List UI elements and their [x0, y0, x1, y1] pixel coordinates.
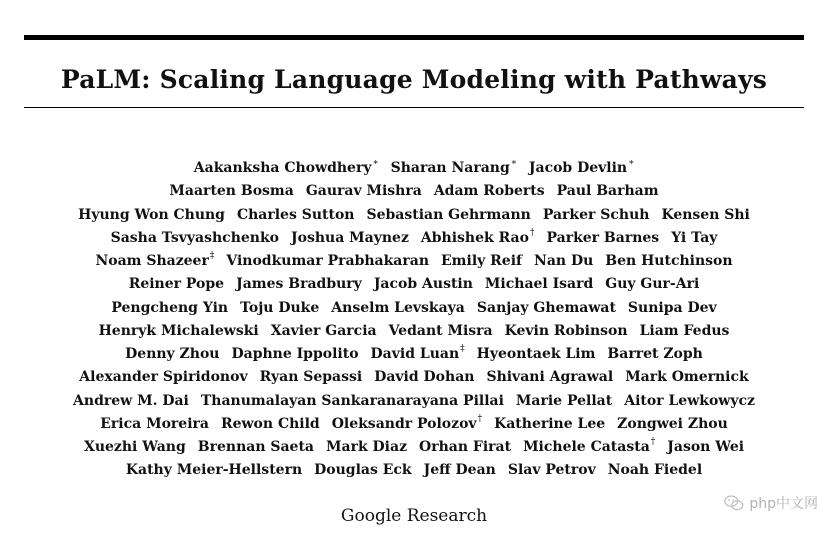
author-name-text: Xavier Garcia [270, 322, 377, 339]
author-name-text: Andrew M. Dai [73, 392, 189, 409]
author-name [516, 393, 612, 409]
author-name [111, 300, 228, 316]
author-name [169, 183, 293, 199]
author-name-text: Katherine Lee [494, 415, 606, 432]
author-name-text: Sebastian Gehrmann [366, 206, 531, 223]
author-name [125, 346, 219, 362]
author-name [640, 323, 730, 339]
author-name-text: Shivani Agrawal [486, 369, 614, 386]
author-name [326, 439, 407, 455]
affiliation: Google Research [340, 506, 488, 526]
author-name [434, 183, 545, 199]
author-name [419, 439, 511, 455]
author-name [543, 207, 650, 223]
author-name-text: Anselm Levskaya [331, 299, 465, 316]
author-name-text: Zongwei Zhou [617, 415, 728, 432]
author-name-text: Michele Catasta [523, 439, 650, 455]
author-line [24, 227, 804, 250]
author-name [111, 230, 279, 246]
author-name [607, 346, 702, 362]
author-line [24, 273, 804, 296]
author-name-text: Denny Zhou [125, 346, 220, 362]
author-name [505, 323, 628, 339]
title-rule [24, 107, 804, 108]
author-name [486, 369, 613, 385]
author-name [126, 462, 302, 478]
author-footnote-mark: † [650, 437, 656, 447]
author-name-text: Jeff Dean [423, 462, 496, 479]
author-name [624, 393, 755, 409]
author-name [201, 393, 504, 409]
author-name-text: Michael Isard [484, 276, 594, 293]
author-name-text: Noah Fiedel [607, 462, 703, 479]
author-name-text: Hyeontaek Lim [476, 346, 596, 362]
author-name [331, 300, 465, 316]
author-name-text: Emily Reif [441, 253, 523, 269]
author-name-text: Adam Roberts [433, 183, 545, 200]
author-name [331, 413, 483, 432]
author-name-text: Vinodkumar Prabhakaran [226, 253, 430, 269]
author-footnote-mark: ∗ [628, 158, 635, 168]
author-name [441, 253, 522, 269]
author-name [306, 183, 422, 199]
author-name-text: Parker Barnes [546, 229, 660, 246]
author-name [99, 323, 259, 339]
author-name-text: Pengcheng Yin [111, 299, 229, 316]
author-name [374, 369, 474, 385]
wechat-icon [723, 492, 745, 514]
author-name [366, 207, 530, 223]
author-name [198, 439, 314, 455]
author-name [477, 346, 596, 362]
author-name [240, 300, 319, 316]
author-name-text: Jason Wei [667, 439, 745, 455]
author-name [485, 276, 593, 292]
author-name-text: Sunipa Dev [627, 299, 717, 316]
author-name [95, 253, 214, 269]
watermark-text: php中文网 [749, 496, 818, 512]
author-name-text: James Bradbury [236, 276, 362, 293]
author-name-text: Alexander Spiridonov [79, 369, 248, 386]
author-name [271, 323, 377, 339]
paper-title: PaLM: Scaling Language Modeling with Pathways [60, 65, 768, 94]
author-name-text: Sasha Tsvyashchenko [110, 229, 280, 246]
author-name-text: David Luan [370, 346, 460, 362]
author-name-text: Toju Duke [240, 299, 320, 316]
author-name-text: Ryan Sepassi [259, 369, 363, 386]
author-line [24, 204, 804, 227]
author-name-text: Ben Hutchinson [605, 253, 733, 269]
author-name [605, 276, 699, 292]
author-name [374, 276, 473, 292]
author-name-text: Brennan Saeta [197, 439, 315, 455]
author-name [73, 393, 189, 409]
author-name [625, 369, 749, 385]
author-name [314, 462, 412, 478]
top-rule [24, 35, 804, 40]
author-name [546, 230, 659, 246]
author-name [529, 160, 634, 176]
author-name-text: Gaurav Mishra [305, 183, 422, 200]
watermark [723, 491, 818, 515]
author-name-text: Henryk Michalewski [98, 322, 259, 339]
author-line [24, 250, 804, 273]
author-name [194, 160, 379, 176]
author-name [236, 276, 362, 292]
author-name [291, 230, 409, 246]
author-name-text: Joshua Maynez [291, 229, 409, 246]
author-footnote-mark: ∗ [372, 158, 379, 168]
author-name [605, 253, 732, 269]
author-name [617, 416, 728, 432]
author-name-text: Kathy Meier-Hellstern [125, 462, 303, 479]
author-name-text: Erica Moreira [100, 415, 209, 432]
author-name-text: Xuezhi Wang [83, 439, 186, 455]
author-name [671, 230, 717, 246]
author-name-text: Vedant Misra [388, 322, 493, 339]
author-name-text: Sanjay Ghemawat [476, 299, 616, 316]
author-name-text: Barret Zoph [607, 346, 703, 362]
author-name-text: Mark Diaz [326, 439, 408, 455]
author-name-text: Guy Gur-Ari [605, 276, 700, 293]
author-name-text: Charles Sutton [236, 206, 355, 223]
author-name [424, 462, 496, 478]
author-name [608, 462, 702, 478]
author-name-text: David Dohan [374, 369, 475, 386]
author-name-text: Thanumalayan Sankaranarayana Pillai [200, 392, 504, 409]
author-name-text: Oleksandr Polozov [331, 415, 477, 432]
author-name [508, 462, 596, 478]
author-name-text: Rewon Child [220, 415, 320, 432]
author-name-text: Hyung Won Chung [78, 206, 225, 223]
author-name-text: Abhishek Rao [420, 229, 529, 246]
author-line [24, 157, 804, 180]
author-name-text: Kensen Shi [661, 206, 750, 223]
author-line [24, 390, 804, 413]
author-name [226, 253, 429, 269]
author-name-text: Noam Shazeer [95, 253, 209, 269]
author-name [557, 183, 659, 199]
author-name [371, 346, 465, 362]
author-name [391, 160, 517, 176]
author-footnote-mark: ‡ [209, 251, 215, 261]
author-name-text: Nan Du [534, 253, 594, 269]
author-name-text: Paul Barham [556, 183, 659, 200]
author-line [24, 343, 804, 366]
author-name-text: Douglas Eck [314, 462, 412, 479]
author-name-text: Slav Petrov [507, 462, 596, 479]
author-footnote-mark: ‡ [460, 344, 465, 354]
author-name-text: Reiner Pope [128, 276, 225, 293]
author-line [24, 297, 804, 320]
author-name-text: Yi Tay [671, 229, 718, 246]
author-name-text: Maarten Bosma [169, 183, 294, 200]
author-name-text: Jacob Devlin [528, 160, 628, 176]
author-name [100, 416, 209, 432]
author-name [78, 207, 225, 223]
author-name [129, 276, 224, 292]
author-line [24, 366, 804, 389]
author-name-text: Sharan Narang [390, 160, 510, 176]
author-name [231, 346, 358, 362]
author-name [237, 207, 355, 223]
author-name-text: Jacob Austin [373, 276, 473, 293]
author-name [494, 416, 605, 432]
author-name-text: Orhan Firat [419, 439, 512, 455]
author-name [661, 207, 749, 223]
author-name [84, 439, 186, 455]
author-footnote-mark: ∗ [510, 158, 517, 168]
author-name-text: Marie Pellat [515, 392, 613, 409]
author-line [24, 436, 804, 459]
author-name [221, 416, 320, 432]
author-footnote-mark: † [529, 227, 535, 238]
author-name-text: Daphne Ippolito [231, 346, 359, 362]
author-name-text: Mark Omernick [625, 369, 749, 386]
author-line [24, 180, 804, 203]
author-footnote-mark: † [477, 413, 483, 424]
author-name [667, 439, 744, 455]
author-name [389, 323, 493, 339]
author-name-text: Liam Fedus [639, 322, 730, 339]
author-name [79, 369, 247, 385]
author-line [24, 413, 804, 436]
author-name-text: Aakanksha Chowdhery [193, 160, 372, 176]
author-name [534, 253, 593, 269]
author-line [24, 459, 804, 482]
author-name [523, 439, 655, 455]
author-line [24, 320, 804, 343]
author-name-text: Parker Schuh [542, 206, 650, 223]
author-list [24, 157, 804, 483]
author-name [628, 300, 717, 316]
author-name-text: Kevin Robinson [504, 322, 628, 339]
author-name [477, 300, 616, 316]
author-name-text: Aitor Lewkowycz [624, 392, 755, 409]
author-name [420, 227, 535, 246]
author-name [260, 369, 363, 385]
